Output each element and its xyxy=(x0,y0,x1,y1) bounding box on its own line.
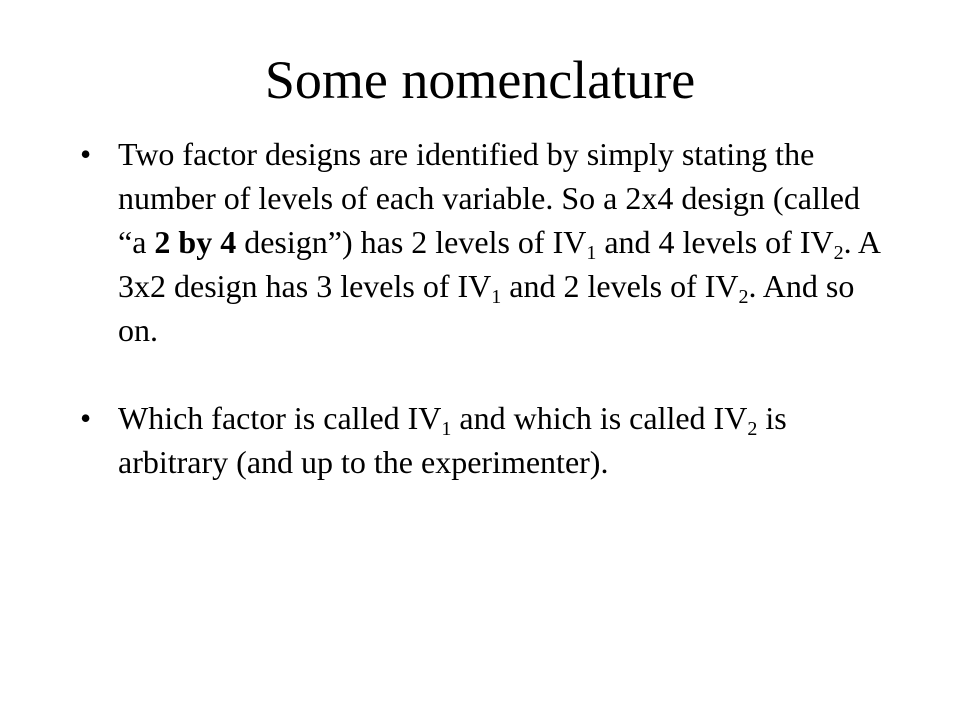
subscript: 1 xyxy=(586,242,597,264)
subscript: 2 xyxy=(747,418,758,440)
bullet-dot-icon: • xyxy=(80,400,92,436)
subscript: 2 xyxy=(833,242,844,264)
bullet-text: . And so on. xyxy=(118,268,855,348)
subscript: 1 xyxy=(441,418,452,440)
bullet-text: . A 3x2 design has 3 levels of IV xyxy=(118,224,880,304)
bold-text: 4 xyxy=(220,224,237,260)
slide-title: Some nomenclature xyxy=(264,50,696,110)
bullet-text: design”) has 2 levels of IV xyxy=(236,224,587,260)
bold-text: 2 xyxy=(154,224,171,260)
bullet-text: and 2 levels of IV xyxy=(501,268,739,304)
subscript: 2 xyxy=(738,286,749,308)
bullet-dot-icon: • xyxy=(80,136,92,172)
subscript: 1 xyxy=(491,286,502,308)
bullet-item-designs xyxy=(72,132,892,352)
bullet-text xyxy=(212,224,220,260)
bullet-text: Two factor designs are identified by simply stating the number of levels of each variable. So a 2x4 design (called “a xyxy=(118,136,860,260)
bold-text: by xyxy=(178,224,213,260)
bullet-text: Which factor is called IV xyxy=(118,400,442,436)
bullet-item-arbitrary xyxy=(72,396,892,484)
bullet-text: is arbitrary (and up to the experimenter). xyxy=(118,400,787,480)
bullet-list xyxy=(72,132,892,484)
bullet-text: and 4 levels of IV xyxy=(596,224,834,260)
bullet-text: and which is called IV xyxy=(451,400,748,436)
